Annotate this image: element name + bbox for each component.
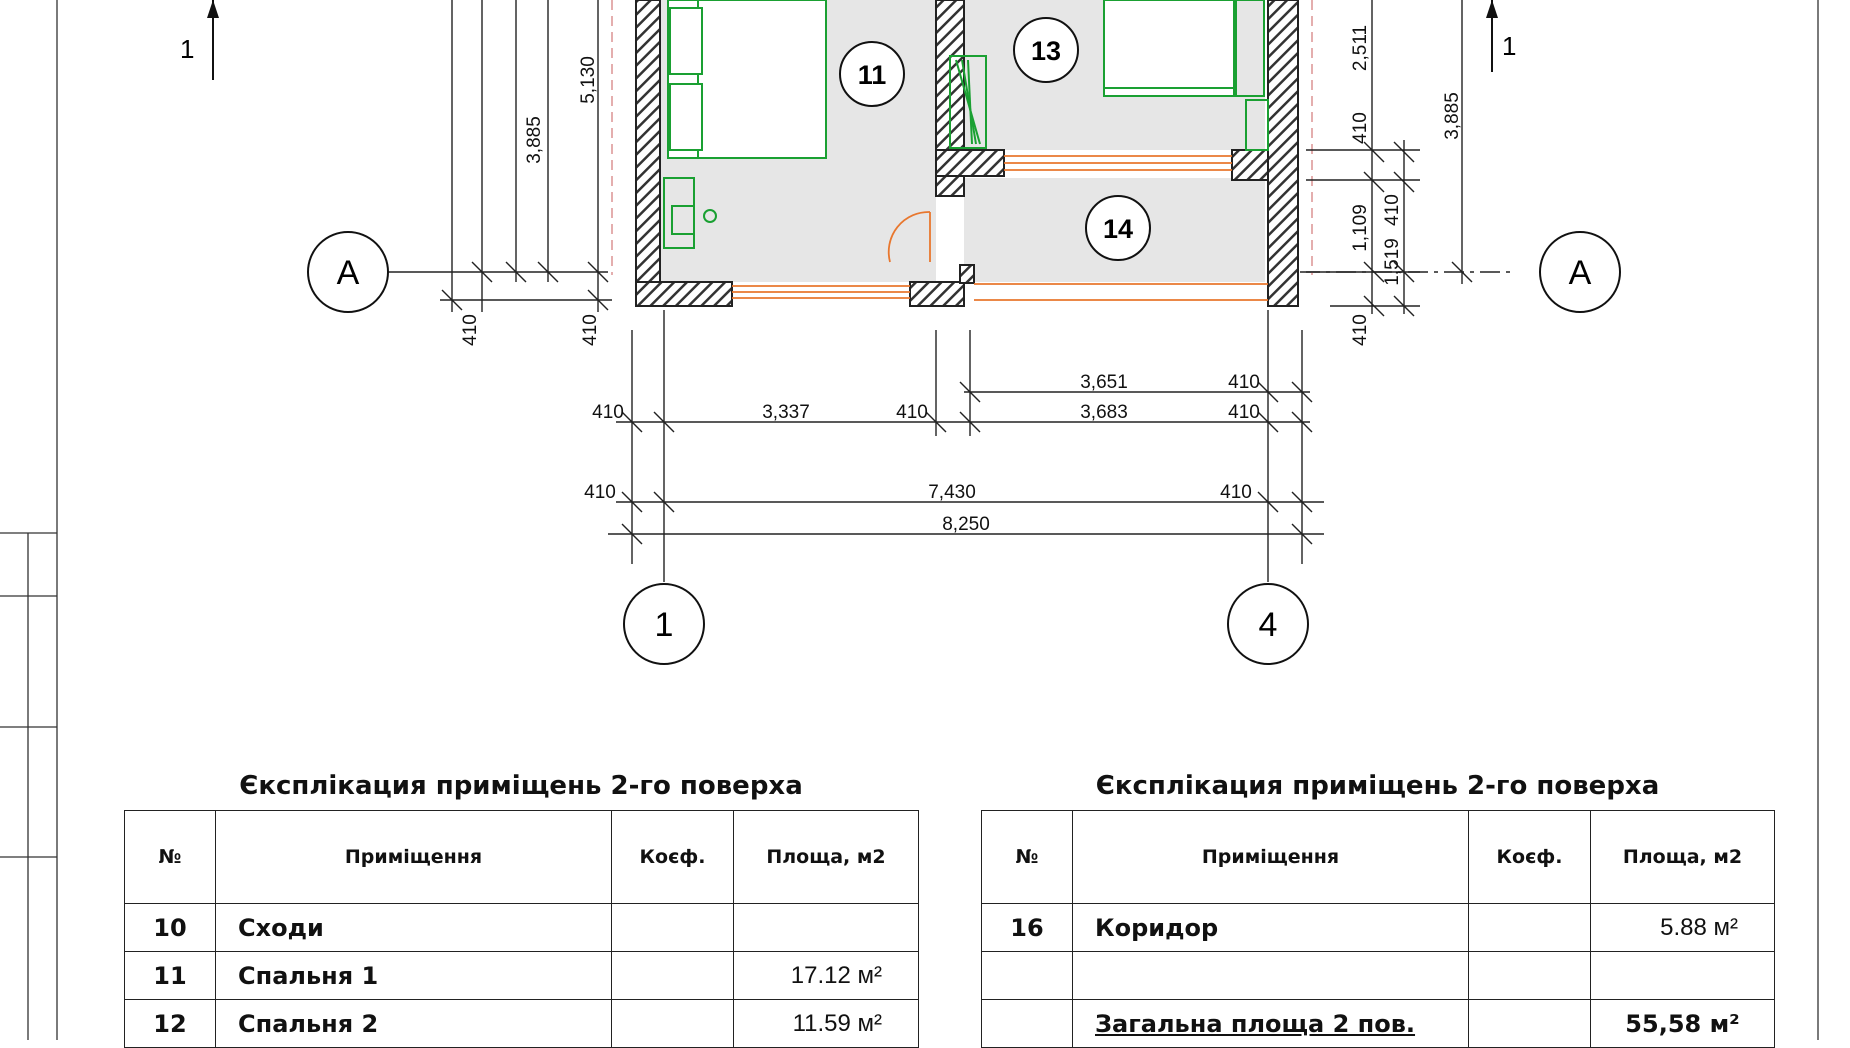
svg-text:3,683: 3,683 — [1080, 402, 1128, 423]
svg-text:410: 410 — [580, 314, 601, 346]
table-row — [982, 904, 1775, 952]
total-area-label: Загальна площа 2 пов. — [1073, 1000, 1469, 1048]
axis-label-1: 1 — [654, 606, 674, 644]
row-room-name: Коридор — [1073, 904, 1469, 952]
svg-text:2,511: 2,511 — [1350, 24, 1371, 72]
row-number: 12 — [125, 1000, 216, 1048]
section-mark-right — [1486, 0, 1516, 72]
row-area: 11.59 м² — [734, 1000, 919, 1048]
svg-text:410: 410 — [1350, 112, 1371, 144]
header-coef: Коєф. — [1469, 811, 1591, 904]
header-room: Приміщення — [1073, 811, 1469, 904]
row-number: 11 — [125, 952, 216, 1000]
svg-text:13: 13 — [1030, 36, 1062, 66]
svg-text:410: 410 — [592, 402, 624, 423]
table-header-row — [125, 811, 919, 904]
row-room-name: Сходи — [216, 904, 612, 952]
dimension-texts-bottom — [584, 372, 1260, 535]
svg-text:410: 410 — [1228, 372, 1260, 393]
svg-text:3,885: 3,885 — [524, 116, 545, 164]
room-tag-13 — [1014, 18, 1078, 82]
row-coef — [612, 904, 734, 952]
row-coef — [1469, 1000, 1591, 1048]
header-area: Площа, м2 — [1591, 811, 1775, 904]
header-number: № — [125, 811, 216, 904]
table-row — [125, 904, 919, 952]
section-label-right: 1 — [1502, 31, 1517, 61]
row-number — [982, 952, 1073, 1000]
axis-bubble-1 — [624, 310, 704, 664]
svg-text:11: 11 — [857, 60, 887, 90]
svg-text:410: 410 — [1220, 482, 1252, 503]
svg-text:3,651: 3,651 — [1080, 372, 1128, 393]
svg-text:8,250: 8,250 — [942, 514, 990, 535]
axis-bubble-a-left — [308, 232, 388, 312]
header-area: Площа, м2 — [734, 811, 919, 904]
explication-table-2 — [981, 810, 1775, 1048]
table-row — [125, 1000, 919, 1048]
row-number: 10 — [125, 904, 216, 952]
header-coef: Коєф. — [612, 811, 734, 904]
row-room-name — [1073, 952, 1469, 1000]
svg-text:410: 410 — [896, 402, 928, 423]
row-area — [734, 904, 919, 952]
svg-text:410: 410 — [1350, 314, 1371, 346]
axis-bubble-a-right — [1540, 232, 1620, 312]
row-room-name: Спальня 1 — [216, 952, 612, 1000]
svg-text:3,885: 3,885 — [1442, 92, 1463, 140]
svg-text:1,519: 1,519 — [1382, 238, 1403, 286]
row-coef — [1469, 904, 1591, 952]
dimension-texts-left — [460, 56, 601, 346]
row-area: 17.12 м² — [734, 952, 919, 1000]
row-area: 5.88 м² — [1591, 904, 1775, 952]
header-room: Приміщення — [216, 811, 612, 904]
row-coef — [612, 952, 734, 1000]
axis-label-4: 4 — [1258, 606, 1278, 644]
table-2-title: Єксплікация приміщень 2-го поверха — [1095, 771, 1660, 801]
table-row — [125, 952, 919, 1000]
svg-text:410: 410 — [1382, 194, 1403, 226]
svg-text:410: 410 — [584, 482, 616, 503]
table-row — [982, 1000, 1775, 1048]
section-label-left: 1 — [180, 34, 195, 64]
row-coef — [1469, 952, 1591, 1000]
table-header-row — [982, 811, 1775, 904]
svg-text:14: 14 — [1102, 214, 1134, 244]
row-area — [1591, 952, 1775, 1000]
svg-text:410: 410 — [460, 314, 481, 346]
room-tag-11 — [840, 42, 904, 106]
svg-text:1,109: 1,109 — [1350, 204, 1371, 252]
svg-text:3,337: 3,337 — [762, 402, 810, 423]
axis-label-a-left: A — [336, 254, 360, 292]
table-1-title: Єксплікация приміщень 2-го поверха — [239, 771, 803, 801]
section-mark-left — [180, 0, 219, 80]
room-tag-14 — [1086, 196, 1150, 260]
explication-table-1 — [124, 810, 919, 1048]
header-number: № — [982, 811, 1073, 904]
svg-text:7,430: 7,430 — [928, 482, 976, 503]
svg-text:410: 410 — [1228, 402, 1260, 423]
svg-text:5,130: 5,130 — [578, 56, 599, 104]
row-coef — [612, 1000, 734, 1048]
row-number: 16 — [982, 904, 1073, 952]
table-row — [982, 952, 1775, 1000]
row-room-name: Спальня 2 — [216, 1000, 612, 1048]
axis-label-a-right: A — [1568, 254, 1592, 292]
row-number — [982, 1000, 1073, 1048]
total-area-value: 55,58 м² — [1591, 1000, 1775, 1048]
